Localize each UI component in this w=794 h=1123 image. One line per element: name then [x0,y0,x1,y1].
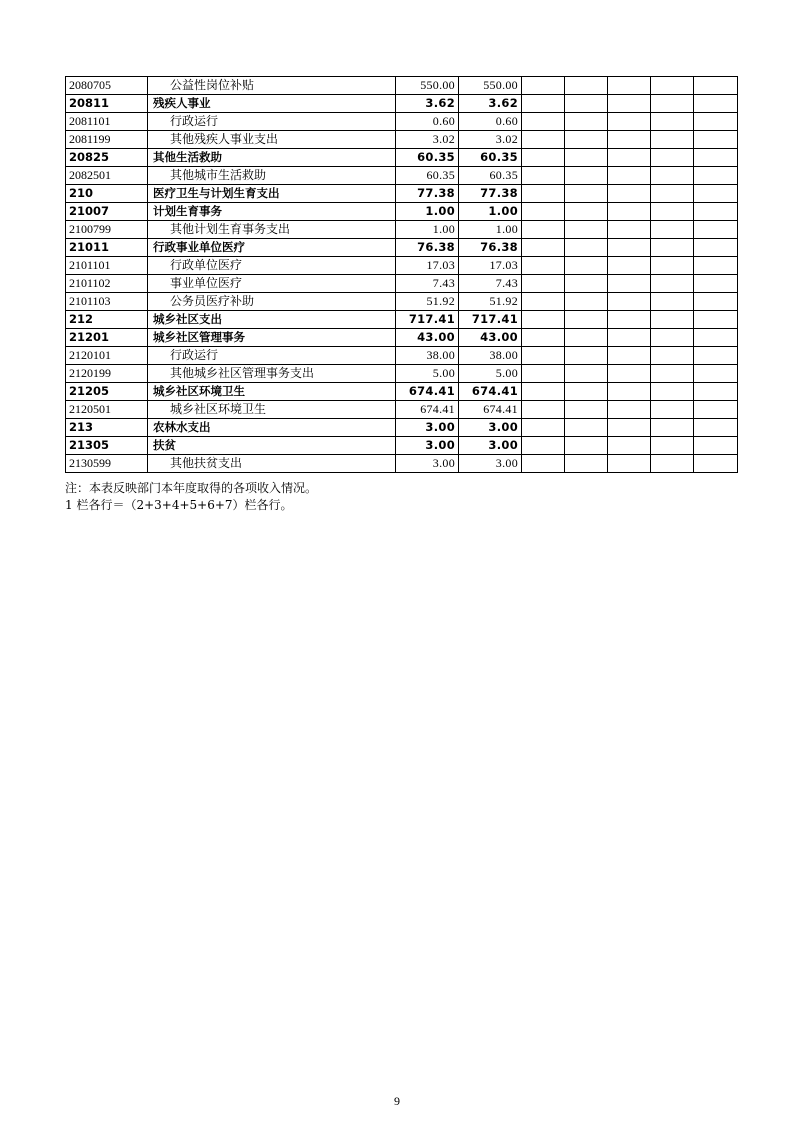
empty-cell [522,149,565,167]
empty-cell [522,95,565,113]
empty-cell [565,401,608,419]
subject-code-cell: 2080705 [66,77,148,95]
empty-cell [565,329,608,347]
empty-cell [651,113,694,131]
empty-cell [694,275,738,293]
empty-cell [565,239,608,257]
empty-cell [651,437,694,455]
total-amount-cell: 7.43 [396,275,459,293]
subject-name-cell: 计划生育事务 [148,203,396,221]
table-row [66,221,738,239]
empty-cell [522,239,565,257]
total-amount-cell: 17.03 [396,257,459,275]
subject-code-cell: 2101101 [66,257,148,275]
subject-name-cell: 行政事业单位医疗 [148,239,396,257]
empty-cell [522,347,565,365]
fiscal-amount-cell: 43.00 [459,329,522,347]
empty-cell [651,239,694,257]
empty-cell [608,185,651,203]
subject-code-cell: 2130599 [66,455,148,473]
total-amount-cell: 717.41 [396,311,459,329]
table-row [66,149,738,167]
empty-cell [608,275,651,293]
empty-cell [565,113,608,131]
empty-cell [565,149,608,167]
empty-cell [694,455,738,473]
empty-cell [694,365,738,383]
fiscal-amount-cell: 3.00 [459,455,522,473]
empty-cell [522,185,565,203]
empty-cell [651,383,694,401]
fiscal-amount-cell: 674.41 [459,401,522,419]
empty-cell [651,185,694,203]
fiscal-amount-cell: 0.60 [459,113,522,131]
subject-code-cell: 21011 [66,239,148,257]
empty-cell [694,401,738,419]
empty-cell [651,275,694,293]
empty-cell [651,203,694,221]
fiscal-amount-cell: 51.92 [459,293,522,311]
fiscal-amount-cell: 17.03 [459,257,522,275]
subject-code-cell: 213 [66,419,148,437]
empty-cell [608,365,651,383]
table-row [66,113,738,131]
empty-cell [565,95,608,113]
empty-cell [565,383,608,401]
subject-name-cell: 公务员医疗补助 [148,293,396,311]
subject-name-cell: 行政运行 [148,347,396,365]
total-amount-cell: 3.00 [396,455,459,473]
empty-cell [608,293,651,311]
empty-cell [565,365,608,383]
table-note-formula: 1 栏各行＝（2+3+4+5+6+7）栏各行。 [65,498,293,512]
total-amount-cell: 60.35 [396,149,459,167]
empty-cell [608,77,651,95]
fiscal-amount-cell: 3.02 [459,131,522,149]
subject-name-cell: 扶贫 [148,437,396,455]
empty-cell [522,437,565,455]
fiscal-amount-cell: 5.00 [459,365,522,383]
empty-cell [651,365,694,383]
empty-cell [522,167,565,185]
empty-cell [608,311,651,329]
empty-cell [694,257,738,275]
empty-cell [608,203,651,221]
table-row [66,347,738,365]
total-amount-cell: 3.00 [396,437,459,455]
empty-cell [694,77,738,95]
fiscal-amount-cell: 3.62 [459,95,522,113]
subject-code-cell: 2081199 [66,131,148,149]
empty-cell [608,167,651,185]
empty-cell [694,113,738,131]
empty-cell [694,131,738,149]
subject-code-cell: 2100799 [66,221,148,239]
empty-cell [565,167,608,185]
fiscal-amount-cell: 38.00 [459,347,522,365]
subject-name-cell: 公益性岗位补贴 [148,77,396,95]
total-amount-cell: 1.00 [396,203,459,221]
subject-name-cell: 其他城市生活救助 [148,167,396,185]
page-number: 9 [394,1094,400,1108]
subject-code-cell: 21305 [66,437,148,455]
empty-cell [608,95,651,113]
empty-cell [694,203,738,221]
total-amount-cell: 674.41 [396,383,459,401]
fiscal-amount-cell: 550.00 [459,77,522,95]
total-amount-cell: 51.92 [396,293,459,311]
total-amount-cell: 3.62 [396,95,459,113]
empty-cell [694,311,738,329]
subject-code-cell: 2120101 [66,347,148,365]
fiscal-amount-cell: 3.00 [459,419,522,437]
table-row [66,257,738,275]
fiscal-amount-cell: 717.41 [459,311,522,329]
fiscal-amount-cell: 3.00 [459,437,522,455]
empty-cell [608,347,651,365]
empty-cell [651,167,694,185]
empty-cell [565,203,608,221]
total-amount-cell: 0.60 [396,113,459,131]
total-amount-cell: 3.02 [396,131,459,149]
empty-cell [651,293,694,311]
total-amount-cell: 38.00 [396,347,459,365]
empty-cell [608,419,651,437]
empty-cell [694,95,738,113]
empty-cell [651,401,694,419]
subject-code-cell: 210 [66,185,148,203]
empty-cell [694,329,738,347]
empty-cell [694,347,738,365]
empty-cell [522,275,565,293]
table-row [66,293,738,311]
empty-cell [522,455,565,473]
empty-cell [565,437,608,455]
empty-cell [608,257,651,275]
table-row [66,383,738,401]
empty-cell [651,329,694,347]
empty-cell [694,383,738,401]
empty-cell [651,455,694,473]
empty-cell [608,455,651,473]
fiscal-amount-cell: 674.41 [459,383,522,401]
total-amount-cell: 43.00 [396,329,459,347]
total-amount-cell: 674.41 [396,401,459,419]
subject-code-cell: 2081101 [66,113,148,131]
empty-cell [651,257,694,275]
subject-name-cell: 城乡社区支出 [148,311,396,329]
total-amount-cell: 550.00 [396,77,459,95]
table-row [66,455,738,473]
subject-code-cell: 21007 [66,203,148,221]
empty-cell [651,221,694,239]
subject-name-cell: 残疾人事业 [148,95,396,113]
empty-cell [565,77,608,95]
subject-code-cell: 20811 [66,95,148,113]
subject-code-cell: 2101103 [66,293,148,311]
empty-cell [694,239,738,257]
subject-code-cell: 2120199 [66,365,148,383]
empty-cell [608,239,651,257]
fiscal-amount-cell: 60.35 [459,149,522,167]
empty-cell [608,113,651,131]
empty-cell [522,203,565,221]
table-row [66,77,738,95]
subject-name-cell: 其他计划生育事务支出 [148,221,396,239]
table-row [66,95,738,113]
empty-cell [651,95,694,113]
empty-cell [651,149,694,167]
total-amount-cell: 3.00 [396,419,459,437]
subject-name-cell: 其他扶贫支出 [148,455,396,473]
empty-cell [522,77,565,95]
empty-cell [565,221,608,239]
subject-name-cell: 其他城乡社区管理事务支出 [148,365,396,383]
table-body [66,77,738,473]
table-row [66,203,738,221]
table-note: 注：本表反映部门本年度取得的各项收入情况。 [65,481,318,495]
empty-cell [565,131,608,149]
empty-cell [565,257,608,275]
subject-code-cell: 2082501 [66,167,148,185]
empty-cell [565,311,608,329]
empty-cell [522,293,565,311]
fiscal-amount-cell: 1.00 [459,221,522,239]
empty-cell [522,257,565,275]
empty-cell [608,401,651,419]
empty-cell [651,419,694,437]
subject-name-cell: 行政单位医疗 [148,257,396,275]
table-row [66,437,738,455]
empty-cell [565,347,608,365]
table-row [66,167,738,185]
empty-cell [522,365,565,383]
subject-code-cell: 2120501 [66,401,148,419]
total-amount-cell: 77.38 [396,185,459,203]
table-row [66,311,738,329]
table-row [66,239,738,257]
total-amount-cell: 5.00 [396,365,459,383]
subject-name-cell: 医疗卫生与计划生育支出 [148,185,396,203]
empty-cell [651,311,694,329]
subject-code-cell: 212 [66,311,148,329]
table-row [66,419,738,437]
empty-cell [651,347,694,365]
empty-cell [608,383,651,401]
empty-cell [694,149,738,167]
table-row [66,275,738,293]
total-amount-cell: 76.38 [396,239,459,257]
subject-name-cell: 城乡社区环境卫生 [148,383,396,401]
table-row [66,365,738,383]
empty-cell [608,149,651,167]
fiscal-amount-cell: 77.38 [459,185,522,203]
empty-cell [565,185,608,203]
subject-name-cell: 行政运行 [148,113,396,131]
fiscal-amount-cell: 1.00 [459,203,522,221]
subject-code-cell: 20825 [66,149,148,167]
empty-cell [694,167,738,185]
table-row [66,401,738,419]
empty-cell [651,77,694,95]
empty-cell [565,455,608,473]
subject-code-cell: 21205 [66,383,148,401]
subject-code-cell: 21201 [66,329,148,347]
empty-cell [522,113,565,131]
empty-cell [522,383,565,401]
empty-cell [694,293,738,311]
empty-cell [522,131,565,149]
empty-cell [522,329,565,347]
total-amount-cell: 1.00 [396,221,459,239]
empty-cell [565,419,608,437]
table-row [66,329,738,347]
subject-name-cell: 事业单位医疗 [148,275,396,293]
empty-cell [608,437,651,455]
empty-cell [608,329,651,347]
empty-cell [608,131,651,149]
empty-cell [522,401,565,419]
table-row [66,185,738,203]
empty-cell [694,437,738,455]
empty-cell [694,221,738,239]
subject-name-cell: 其他生活救助 [148,149,396,167]
subject-name-cell: 其他残疾人事业支出 [148,131,396,149]
total-amount-cell: 60.35 [396,167,459,185]
empty-cell [522,311,565,329]
fiscal-amount-cell: 60.35 [459,167,522,185]
fiscal-amount-cell: 76.38 [459,239,522,257]
fiscal-amount-cell: 7.43 [459,275,522,293]
income-table [65,76,738,473]
empty-cell [651,131,694,149]
subject-name-cell: 城乡社区环境卫生 [148,401,396,419]
empty-cell [565,293,608,311]
empty-cell [694,419,738,437]
empty-cell [522,419,565,437]
table-row [66,131,738,149]
empty-cell [565,275,608,293]
empty-cell [522,221,565,239]
subject-code-cell: 2101102 [66,275,148,293]
subject-name-cell: 城乡社区管理事务 [148,329,396,347]
empty-cell [694,185,738,203]
subject-name-cell: 农林水支出 [148,419,396,437]
empty-cell [608,221,651,239]
